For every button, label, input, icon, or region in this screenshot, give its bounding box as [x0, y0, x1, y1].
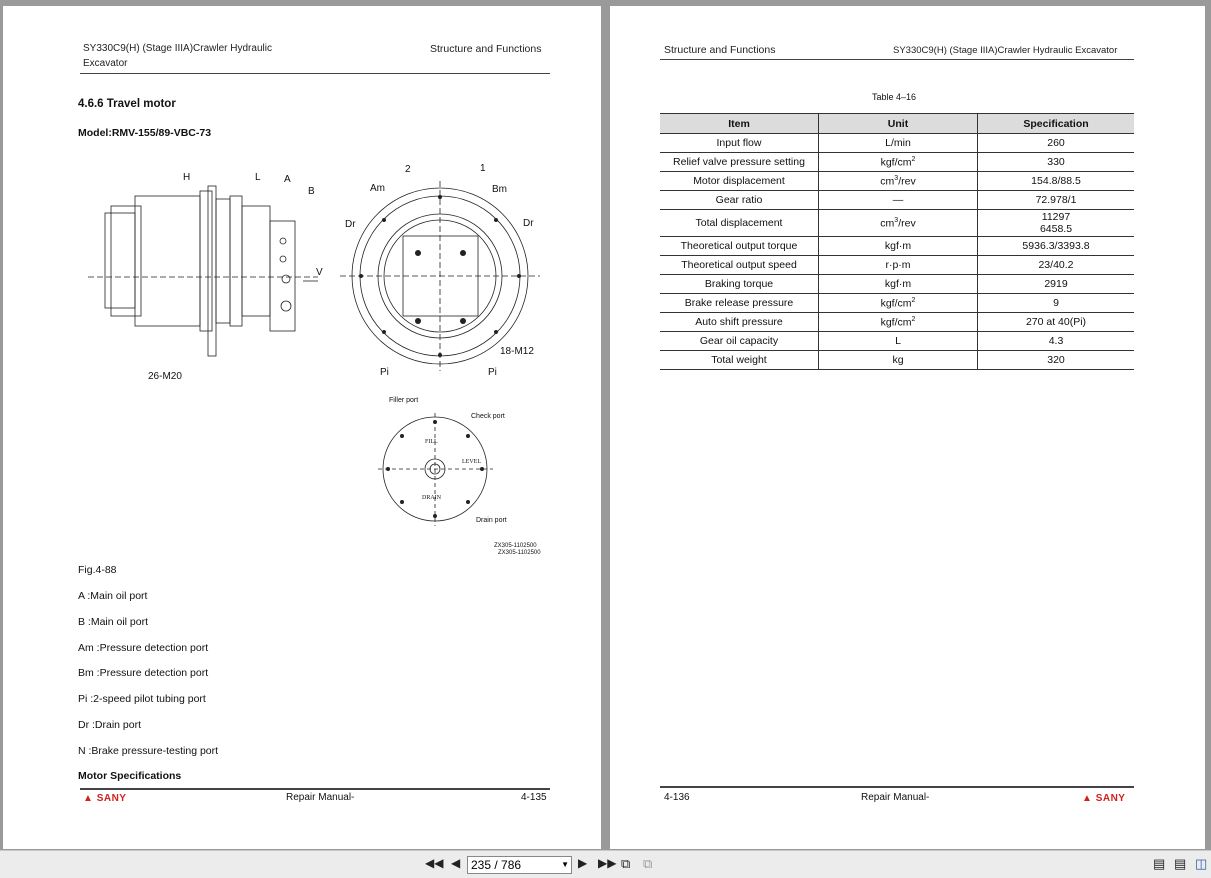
- section-title: 4.6.6 Travel motor: [78, 98, 176, 110]
- cell-unit: kgf·m: [819, 237, 978, 256]
- cell-unit: $cm^3$/rev: [819, 210, 978, 237]
- table-title: Table 4–16: [872, 92, 917, 102]
- right-page: [610, 6, 1205, 849]
- header-right: Structure and Functions: [430, 43, 542, 55]
- table-row: [660, 134, 1134, 153]
- label-Pi-right: Pi: [488, 367, 497, 378]
- label-H: H: [183, 172, 191, 183]
- cell-item: Motor displacement: [660, 172, 819, 191]
- table-row: [660, 275, 1134, 294]
- sany-logo: ▲ SANY: [1082, 793, 1126, 804]
- next-page-icon[interactable]: ▶: [578, 856, 588, 870]
- header-left-line1: SY330C9(H) (Stage IIIA)Crawler Hydraulic: [83, 43, 272, 54]
- label-bolt-left: 26-M20: [148, 371, 182, 382]
- header-rule: [80, 73, 550, 74]
- fig-caption: Fig.4-88: [78, 564, 117, 576]
- cell-unit: kg: [819, 351, 978, 370]
- viewer-toolbar: [0, 850, 1211, 878]
- cell-spec: 154.8/88.5: [978, 172, 1135, 191]
- legend-item: Dr :Drain port: [78, 719, 142, 731]
- cell-item: Relief valve pressure setting: [660, 153, 819, 172]
- cell-unit: kgf·m: [819, 275, 978, 294]
- prev-page-icon[interactable]: ◀: [451, 856, 461, 870]
- label-Dr-left: Dr: [345, 219, 356, 230]
- label-check-port: Check port: [471, 413, 505, 420]
- label-drain: DRAIN: [422, 495, 441, 501]
- legend-item: Am :Pressure detection port: [78, 642, 209, 654]
- last-page-icon[interactable]: ▶▶: [598, 856, 617, 870]
- col-header-spec: Specification: [978, 114, 1135, 134]
- label-Bm: Bm: [492, 184, 507, 195]
- continuous-page-icon[interactable]: ▤: [1174, 856, 1187, 871]
- table-row: [660, 237, 1134, 256]
- table-header-row: [660, 114, 1134, 134]
- chevron-down-icon[interactable]: ▼: [561, 860, 569, 869]
- label-L: L: [255, 172, 261, 183]
- col-header-item: Item: [660, 114, 819, 134]
- footer-center: Repair Manual-: [286, 792, 355, 803]
- cell-item: Theoretical output speed: [660, 256, 819, 275]
- spec-table: [660, 113, 1134, 370]
- table-row: [660, 153, 1134, 172]
- col-header-unit: Unit: [819, 114, 978, 134]
- header-right: SY330C9(H) (Stage IIIA)Crawler Hydraulic Excavator: [893, 45, 1118, 56]
- cell-item: Gear oil capacity: [660, 332, 819, 351]
- cell-item: Brake release pressure: [660, 294, 819, 313]
- cell-spec: 330: [978, 153, 1135, 172]
- go-back-icon[interactable]: ⧉: [621, 856, 631, 871]
- cell-unit: L/min: [819, 134, 978, 153]
- table-row: [660, 191, 1134, 210]
- footer-rule: [80, 788, 550, 790]
- label-A: A: [284, 174, 291, 185]
- left-page: [3, 6, 601, 849]
- cell-spec: 72.978/1: [978, 191, 1135, 210]
- cell-unit: kgf/$cm^2$: [819, 153, 978, 172]
- cell-item: Total displacement: [660, 210, 819, 237]
- figure-code: ZX305-1102500: [498, 550, 541, 556]
- cell-item: Total weight: [660, 351, 819, 370]
- cell-spec: 270 at 40(Pi): [978, 313, 1135, 332]
- header-left: Structure and Functions: [664, 44, 776, 56]
- footer-page-number: 4-135: [521, 792, 547, 803]
- table-row: [660, 210, 1134, 237]
- first-page-icon[interactable]: ◀◀: [425, 856, 444, 870]
- header-left-line2: Excavator: [83, 58, 128, 69]
- cell-item: Auto shift pressure: [660, 313, 819, 332]
- motor-body-outer: [105, 213, 135, 308]
- label-level: LEVEL: [462, 459, 481, 465]
- single-page-icon[interactable]: ▤: [1153, 856, 1166, 871]
- cell-spec: 9: [978, 294, 1135, 313]
- footer-center: Repair Manual-: [861, 792, 930, 803]
- legend-item: A :Main oil port: [78, 590, 148, 602]
- cell-spec: 260: [978, 134, 1135, 153]
- travel-motor-figure: [78, 151, 558, 556]
- go-forward-icon[interactable]: ⧉: [643, 856, 653, 871]
- cell-spec: 320: [978, 351, 1135, 370]
- cell-item: Theoretical output torque: [660, 237, 819, 256]
- label-Dr-right: Dr: [523, 218, 534, 229]
- cell-unit: kgf/$cm^2$: [819, 313, 978, 332]
- table-row: [660, 351, 1134, 370]
- table-row: [660, 313, 1134, 332]
- sany-logo: ▲ SANY: [83, 793, 127, 804]
- cell-spec: 2919: [978, 275, 1135, 294]
- legend-item: B :Main oil port: [78, 616, 149, 628]
- label-2: 2: [405, 164, 411, 175]
- cell-unit: $cm^3$/rev: [819, 172, 978, 191]
- legend-item: Bm :Pressure detection port: [78, 667, 209, 679]
- two-page-icon[interactable]: ◫: [1195, 856, 1208, 871]
- legend-item: N :Brake pressure-testing port: [78, 745, 219, 757]
- table-row: [660, 294, 1134, 313]
- cell-spec: 5936.3/3393.8: [978, 237, 1135, 256]
- table-row: [660, 332, 1134, 351]
- cell-unit: kgf/$cm^2$: [819, 294, 978, 313]
- page-number-input[interactable]: 235 / 786 ▼: [467, 856, 572, 874]
- table-row: [660, 256, 1134, 275]
- cell-item: Gear ratio: [660, 191, 819, 210]
- cell-unit: r·p·m: [819, 256, 978, 275]
- cell-item: Input flow: [660, 134, 819, 153]
- label-filler-port: Filler port: [389, 397, 419, 404]
- label-drain-port: Drain port: [476, 517, 507, 524]
- cell-unit: —: [819, 191, 978, 210]
- label-1: 1: [480, 163, 486, 174]
- label-B: B: [308, 186, 315, 197]
- cell-spec: 4.3: [978, 332, 1135, 351]
- footer-page-number: 4-136: [664, 792, 690, 803]
- table-row: [660, 172, 1134, 191]
- cell-unit: L: [819, 332, 978, 351]
- label-fill: FILL: [425, 439, 438, 445]
- label-bolt-right: 18-M12: [500, 346, 534, 357]
- label-V: V: [316, 267, 323, 278]
- label-Am: Am: [370, 183, 385, 194]
- label-Pi-left: Pi: [380, 367, 389, 378]
- figure-code-text: ZX305-1102500: [494, 543, 537, 549]
- footer-rule: [660, 786, 1134, 788]
- motor-specs-heading: Motor Specifications: [78, 770, 182, 782]
- cell-spec: 23/40.2: [978, 256, 1135, 275]
- cell-spec: 11297 6458.5: [978, 210, 1135, 237]
- legend-item: Pi :2-speed pilot tubing port: [78, 693, 206, 705]
- header-rule: [660, 59, 1134, 60]
- model-label: Model:RMV-155/89-VBC-73: [78, 127, 212, 139]
- cell-item: Braking torque: [660, 275, 819, 294]
